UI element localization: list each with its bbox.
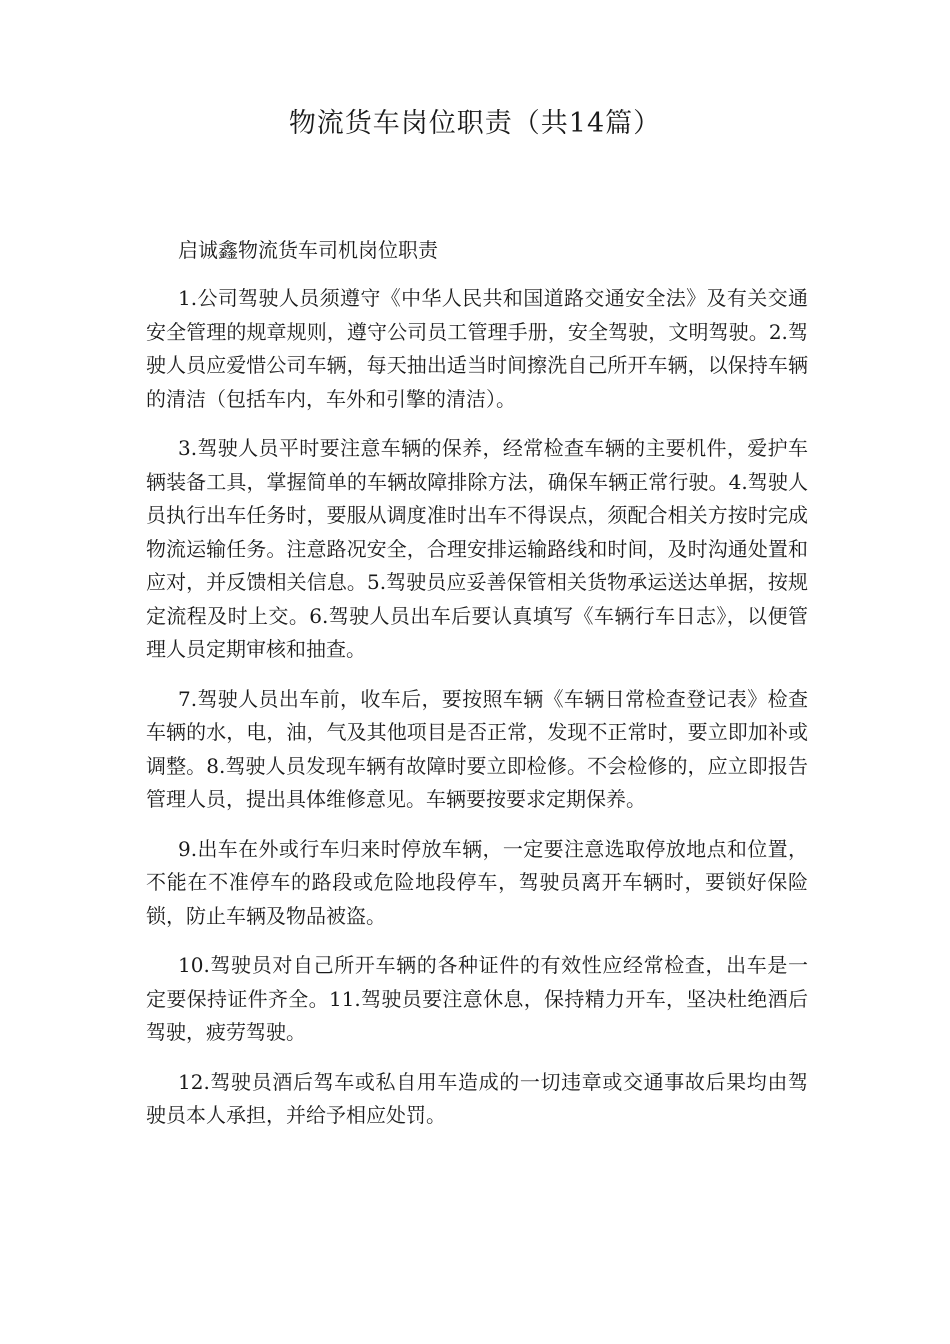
document-body: [146, 232, 808, 1149]
paragraph-1: 1.公司驾驶人员须遵守《中华人民共和国道路交通安全法》及有关交通安全管理的规章规则，遵守公司员工管理手册，安全驾驶，文明驾驶。2.驾驶人员应爱惜公司车辆，每天抽出适当时间擦洗自己所开车辆，以保持车辆的清洁（包括车内，车外和引擎的清洁）。: [146, 286, 808, 411]
paragraph-6: 12.驾驶员酒后驾车或私自用车造成的一切违章或交通事故后果均由驾驶员本人承担，并给予相应处罚。: [146, 1069, 808, 1127]
document-title: 物流货车岗位职责（共14篇）: [288, 108, 662, 139]
paragraph-4: 9.出车在外或行车归来时停放车辆，一定要注意选取停放地点和位置，不能在不准停车的路段或危险地段停车，驾驶员离开车辆时，要锁好保险锁，防止车辆及物品被盗。: [146, 836, 808, 928]
paragraph-5: 10.驾驶员对自己所开车辆的各种证件的有效性应经常检查，出车是一定要保持证件齐全。11.驾驶员要注意休息，保持精力开车，坚决杜绝酒后驾驶，疲劳驾驶。: [146, 953, 808, 1044]
section-subtitle: 启诚鑫物流货车司机岗位职责: [178, 238, 438, 262]
paragraph-3: 7.驾驶人员出车前，收车后，要按照车辆《车辆日常检查登记表》检查车辆的水，电，油，气及其他项目是否正常，发现不正常时，要立即加补或调整。8.驾驶人员发现车辆有故障时要立即检修。不会检修的，应立即报告管理人员，提出具体维修意见。车辆要按要求定期保养。: [146, 686, 808, 811]
paragraph-2: 3.驾驶人员平时要注意车辆的保养，经常检查车辆的主要机件，爱护车辆装备工具，掌握简单的车辆故障排除方法，确保车辆正常行驶。4.驾驶人员执行出车任务时，要服从调度准时出车不得误点，须配合相关方按时完成物流运输任务。注意路况安全，合理安排运输路线和时间，及时沟通处置和应对，并反馈相关信息。5.驾驶员应妥善保管相关货物承运送达单据，按规定流程及时上交。6.驾驶人员出车后要认真填写《车辆行车日志》，以便管理人员定期审核和抽查。: [146, 436, 808, 661]
